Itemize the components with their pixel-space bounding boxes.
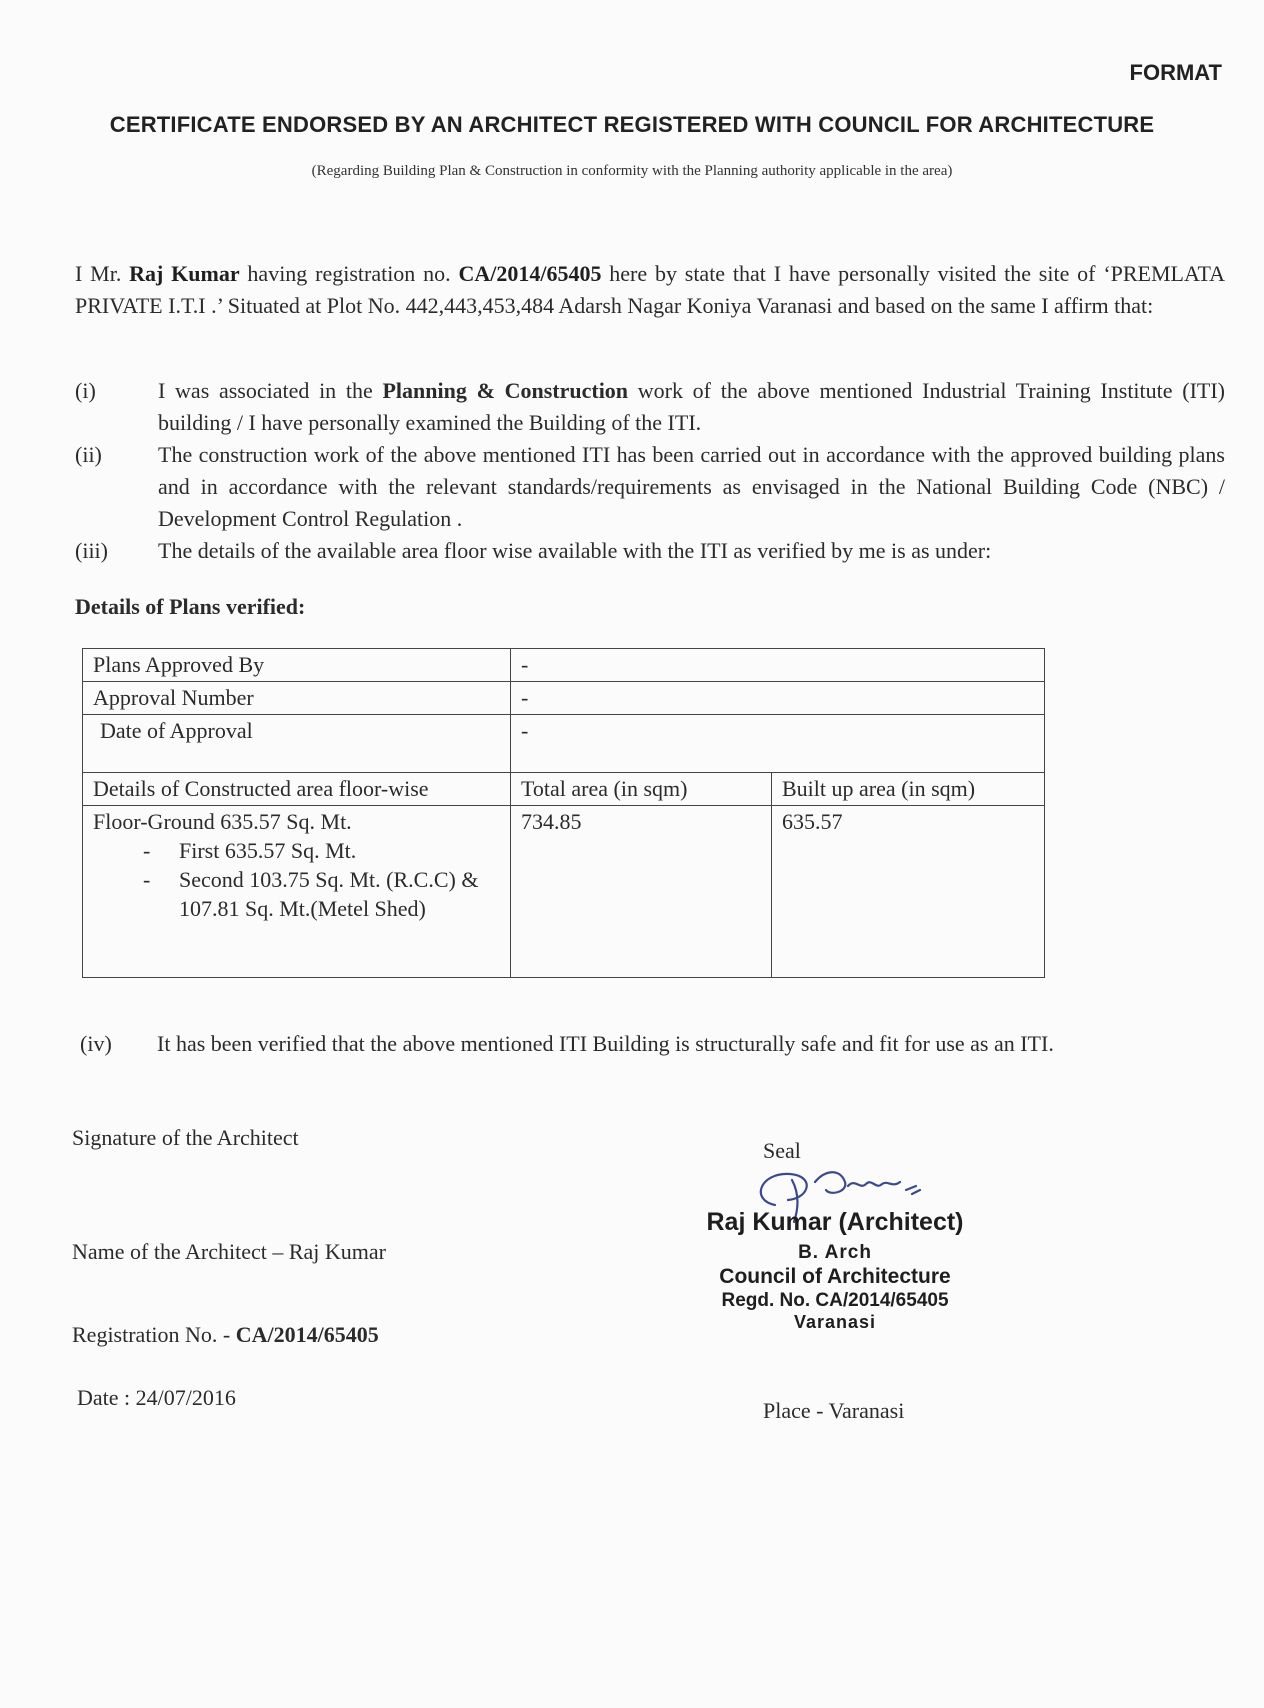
item-text: The details of the available area floor wise available with the ITI as verified by me is as under: <box>158 538 992 563</box>
plans-heading: Details of Plans verified: <box>75 594 306 619</box>
floor-list <box>93 836 500 923</box>
table-row <box>83 682 1045 715</box>
registration-value: CA/2014/65405 <box>235 1322 379 1347</box>
intro-text-1: I Mr. <box>75 261 130 286</box>
certificate-title: CERTIFICATE ENDORSED BY AN ARCHITECT REGISTERED WITH COUNCIL FOR ARCHITECTURE <box>109 112 1155 137</box>
affirmation-item-iv <box>80 1028 1230 1060</box>
table-row <box>83 806 1045 978</box>
item-text <box>158 375 1225 439</box>
item-text: It has been verified that the above mentioned ITI Building is structurally safe and fit for use as an ITI. <box>157 1031 1054 1056</box>
table-cell-label: Approval Number <box>83 682 511 715</box>
floor-details-cell <box>83 806 511 978</box>
item-number: (iv) <box>80 1031 112 1056</box>
registration-field <box>72 1322 379 1348</box>
floor-first: First 635.57 Sq. Mt. <box>179 838 357 863</box>
format-label: FORMAT <box>1129 60 1222 85</box>
registration-number: CA/2014/65405 <box>458 261 602 286</box>
place-label: Place - Varanasi <box>763 1398 905 1423</box>
architect-stamp <box>690 1160 980 1340</box>
item-text-part: I was associated in the <box>158 378 383 403</box>
intro-text-3: here by state that I have personally visited the site of ‘PREMLATA PRIVATE I.T.I .’ Situated at Plot No. 442,443,453,484 Adarsh Nagar Koniya Varanasi and based on the same I affirm that: <box>75 261 1226 318</box>
stamp-line-name: Raj Kumar (Architect) <box>706 1208 964 1236</box>
item-number: (iii) <box>75 538 108 563</box>
item-text: The construction work of the above mentioned ITI has been carried out in accordance with the approved building plans and in accordance with the relevant standards/requirements as envisaged in the National Building Code (NBC) / Development Control Regulation . <box>158 442 1225 531</box>
table-cell-value: - <box>511 649 1045 682</box>
certificate-subtitle: (Regarding Building Plan & Construction in conformity with the Planning authority applicable in the area) <box>311 163 953 179</box>
bullet-dash: - <box>143 838 151 863</box>
table-cell-label: Date of Approval <box>83 715 511 773</box>
registration-label: Registration No. - <box>72 1322 236 1347</box>
table-cell-value: - <box>511 715 1045 773</box>
list-item <box>143 836 500 865</box>
floor-ground: Floor-Ground 635.57 Sq. Mt. <box>93 809 352 834</box>
intro-text-2: having registration no. <box>239 261 459 286</box>
item-text-part: work of the above mentioned Industrial Training Institute (ITI) building / I have personally examined the Building of the ITI. <box>158 378 1225 435</box>
floor-second: Second 103.75 Sq. Mt. (R.C.C) & 107.81 Sq. Mt.(Metel Shed) <box>179 867 479 921</box>
plans-table <box>82 648 1045 978</box>
architect-name-label: Name of the Architect – Raj Kumar <box>72 1239 387 1264</box>
table-cell-label: Plans Approved By <box>83 649 511 682</box>
stamp-line-city: Varanasi <box>793 1312 877 1332</box>
intro-paragraph <box>75 258 1225 322</box>
table-cell-value: - <box>511 682 1045 715</box>
item-text-bold: Planning & Construction <box>382 378 629 403</box>
total-area-cell: 734.85 <box>511 806 772 978</box>
affirmation-item-ii <box>75 439 1225 535</box>
table-header-cell: Built up area (in sqm) <box>772 773 1045 806</box>
table-row <box>83 715 1045 773</box>
architect-name: Raj Kumar <box>129 261 240 286</box>
stamp-line-regd: Regd. No. CA/2014/65405 <box>721 1290 949 1311</box>
affirmation-list <box>75 375 1225 567</box>
item-number: (i) <box>75 378 96 403</box>
table-header-row <box>83 773 1045 806</box>
bullet-dash: - <box>143 867 151 892</box>
list-item <box>143 865 500 923</box>
signature-label: Signature of the Architect <box>72 1125 299 1150</box>
affirmation-item-i <box>75 375 1225 439</box>
stamp-line-degree: B. Arch <box>798 1242 872 1263</box>
affirmation-item-iii <box>75 535 1225 567</box>
stamp-line-council: Council of Architecture <box>719 1265 951 1288</box>
item-number: (ii) <box>75 442 102 467</box>
table-header-cell: Total area (in sqm) <box>511 773 772 806</box>
table-row <box>83 649 1045 682</box>
table-header-cell: Details of Constructed area floor-wise <box>83 773 511 806</box>
date-label: Date : 24/07/2016 <box>77 1385 236 1410</box>
seal-label: Seal <box>763 1138 801 1163</box>
built-area-cell: 635.57 <box>772 806 1045 978</box>
